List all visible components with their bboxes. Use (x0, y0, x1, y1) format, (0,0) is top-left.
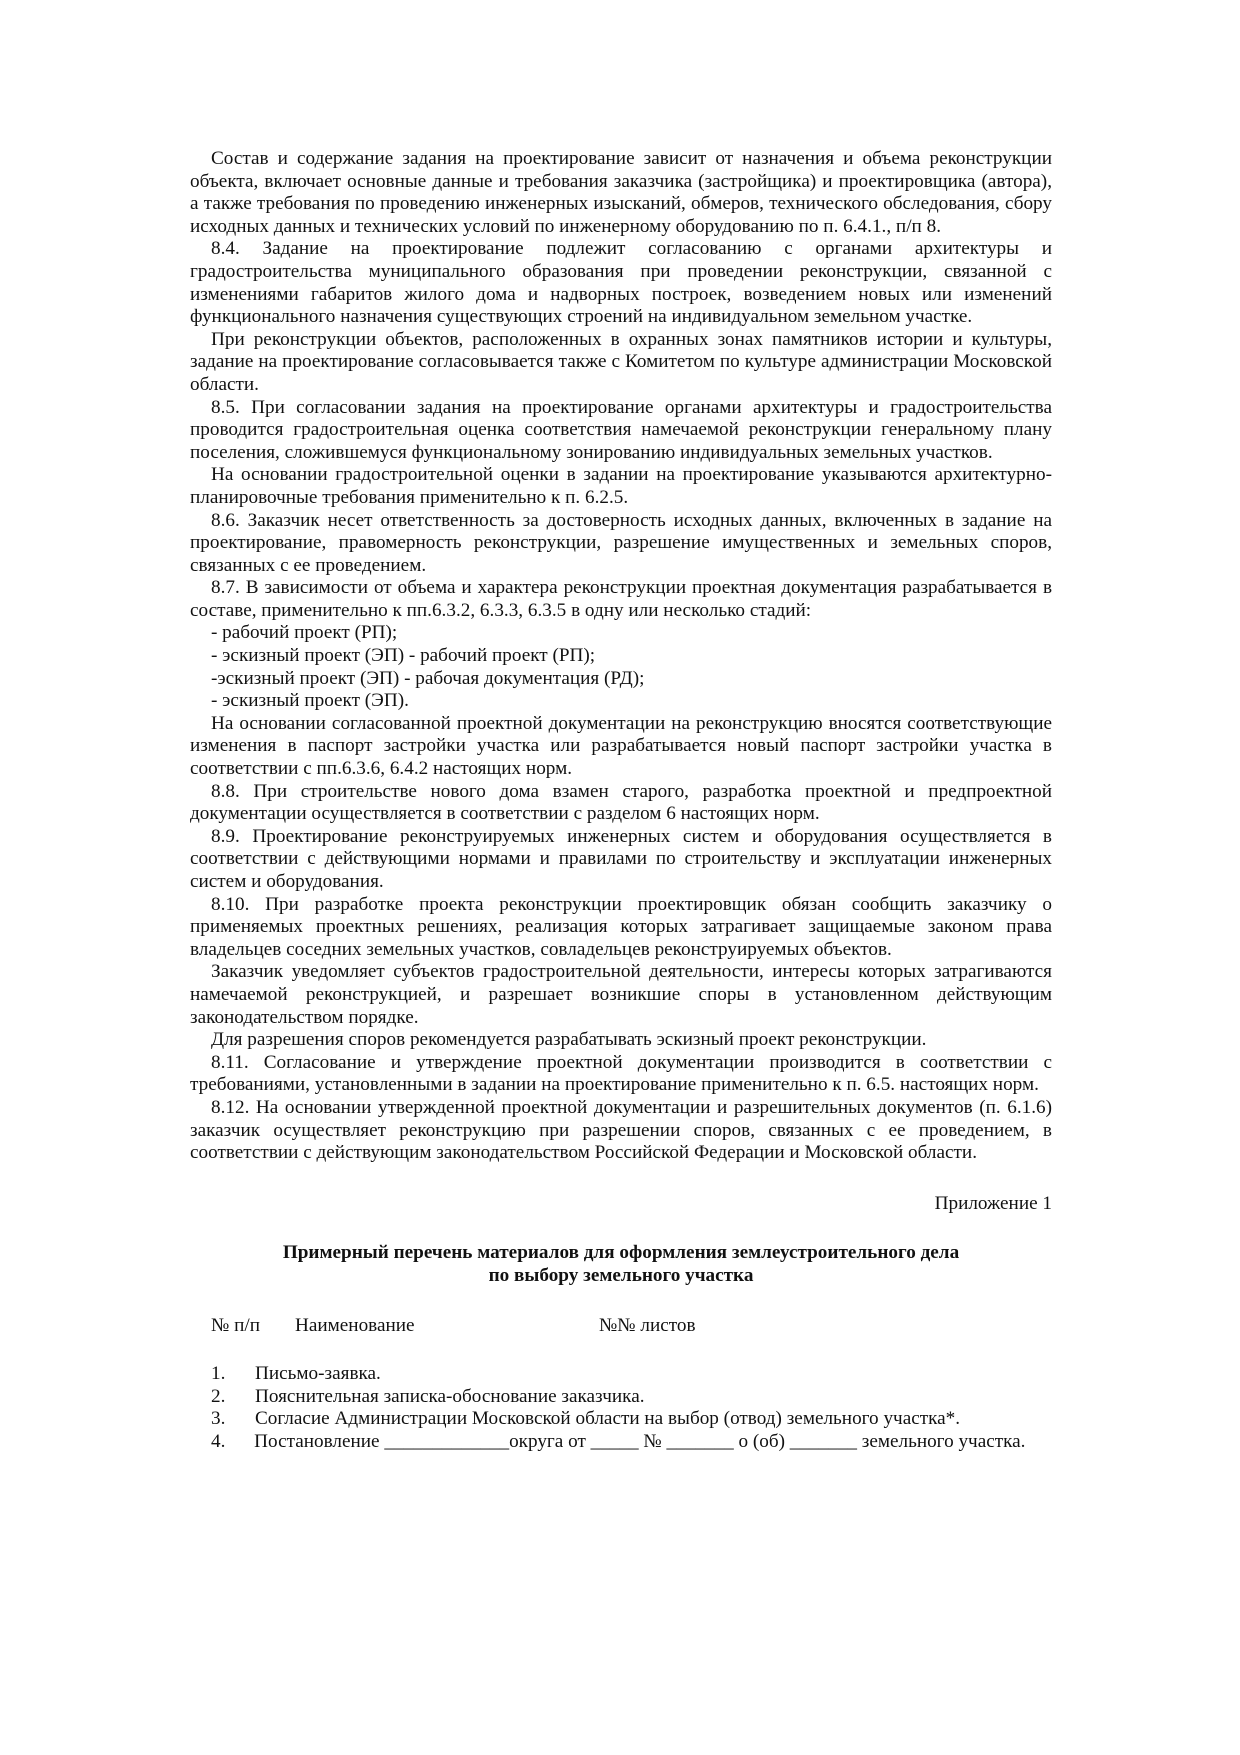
paragraph-8-12: 8.12. На основании утвержденной проектной документации и разрешительных документов (п. 6.1.6) заказчик осуществляет реконструкцию при разрешении споров, связанных с ее проведением, в соответствии с действующим законодательством Российской Федерации и Московской области. (190, 1096, 1052, 1164)
paragraph-heritage-zones: При реконструкции объектов, расположенных в охранных зонах памятников истории и культуры, задание на проектирование согласовывается также с Комитетом по культуре администрации Московской области. (190, 328, 1052, 395)
paragraph-composition: Состав и содержание задания на проектирование зависит от назначения и объема реконструкции объекта, включает основные данные и требования заказчика (застройщика) и проектировщика (автора), а также требования по проведению инженерных изысканий, обмеров, технического обследования, сбору исходных данных и технических условий по инженерному оборудованию по п. 6.4.1., п/п 8. (190, 148, 1052, 237)
list-item (190, 1386, 1052, 1409)
materials-list (190, 1363, 1052, 1453)
appendix-title (190, 1242, 1052, 1287)
paragraph-8-8: 8.8. При строительстве нового дома взамен старого, разработка проектной и предпроектной документации осуществляется в соответствии с разделом 6 настоящих норм. (190, 780, 1052, 825)
column-header-name: Наименование (295, 1314, 415, 1336)
stage-option-3: -эскизный проект (ЭП) - рабочая документация (РД); (211, 667, 645, 689)
column-header-sheets: №№ листов (599, 1314, 696, 1336)
paragraph-customer-notifies: Заказчик уведомляет субъектов градостроительной деятельности, интересы которых затрагиваются намечаемой реконструкцией, и разрешает возникшие споры в установленном действующим законодательством порядке. (190, 961, 1052, 1028)
paragraph-passport-changes: На основании согласованной проектной документации на реконструкцию вносятся соответствующие изменения в паспорт застройки участка или разрабатывается новый паспорт застройки участка в соответствии с пп.6.3.6, 6.4.2 настоящих норм. (190, 712, 1052, 780)
paragraph-8-11: 8.11. Согласование и утверждение проектной документации производится в соответствии с требованиями, установленными в задании на проектирование применительно к п. 6.5. настоящих норм. (190, 1051, 1052, 1096)
list-item-number: 2. (211, 1385, 226, 1407)
paragraph-8-5: 8.5. При согласовании задания на проектирование органами архитектуры и градостроительства проводится градостроительная оценка соответствия намечаемой реконструкции генеральному плану поселения, сложившемуся функциональному зонированию индивидуальных земельных участков. (190, 396, 1052, 463)
appendix-label: Приложение 1 (934, 1192, 1052, 1214)
paragraph-8-7: 8.7. В зависимости от объема и характера реконструкции проектная документация разрабатывается в составе, применительно к пп.6.3.2, 6.3.3, 6.3.5 в одну или несколько стадий: (190, 577, 1052, 621)
list-item-text: Согласие Администрации Московской области на выбор (отвод) земельного участка*. (255, 1408, 961, 1430)
paragraph-dispute-resolution: Для разрешения споров рекомендуется разрабатывать эскизный проект реконструкции. (211, 1029, 927, 1051)
document-page (190, 148, 1052, 1453)
paragraph-8-4: 8.4. Задание на проектирование подлежит согласованию с органами архитектуры и градостроительства муниципального образования при проведении реконструкции, связанной с изменениями габаритов жилого дома и надворных построек, возведением новых или изменений функционального назначения существующих строений на индивидуальном земельном участке. (190, 238, 1052, 328)
paragraph-8-6: 8.6. Заказчик несет ответственность за достоверность исходных данных, включенных в задание на проектирование, правомерность реконструкции, разрешение имущественных и земельных споров, связанных с ее проведением. (190, 509, 1052, 576)
appendix-title-line-1: Примерный перечень материалов для оформления землеустроительного дела (282, 1242, 960, 1264)
column-header-number: № п/п (211, 1314, 260, 1336)
list-item-number: 3. (211, 1408, 226, 1430)
list-item (190, 1408, 1052, 1431)
appendix-title-line-2: по выбору земельного участка (488, 1264, 754, 1286)
materials-table-header (190, 1315, 1052, 1338)
stage-option-1: - рабочий проект (РП); (211, 622, 398, 644)
paragraph-8-9: 8.9. Проектирование реконструируемых инженерных систем и оборудования осуществляется в соответствии с действующими нормами и правилами по строительству и эксплуатации инженерных систем и оборудования. (190, 825, 1052, 892)
list-item-text: Пояснительная записка-обоснование заказчика. (255, 1385, 645, 1407)
stage-option-2: - эскизный проект (ЭП) - рабочий проект (РП); (211, 645, 596, 667)
paragraph-planning-requirements: На основании градостроительной оценки в задании на проектирование указываются архитектурно- планировочные требования применительно к п. 6.2.5. (190, 464, 1052, 508)
list-item-number: 1. (211, 1363, 226, 1385)
paragraph-8-10: 8.10. При разработке проекта реконструкции проектировщик обязан сообщить заказчику о применяемых проектных решениях, реализация которых затрагивает защищаемые законом права владельцев соседних земельных участков, совладельцев реконструируемых объектов. (190, 893, 1052, 960)
list-item-text: Письмо-заявка. (255, 1363, 381, 1385)
stage-option-4: - эскизный проект (ЭП). (211, 690, 409, 712)
list-item (190, 1363, 1052, 1386)
list-item-resolution: 4. Постановление _____________округа от _____ № _______ о (об) _______ земельного участка. (211, 1430, 1026, 1452)
